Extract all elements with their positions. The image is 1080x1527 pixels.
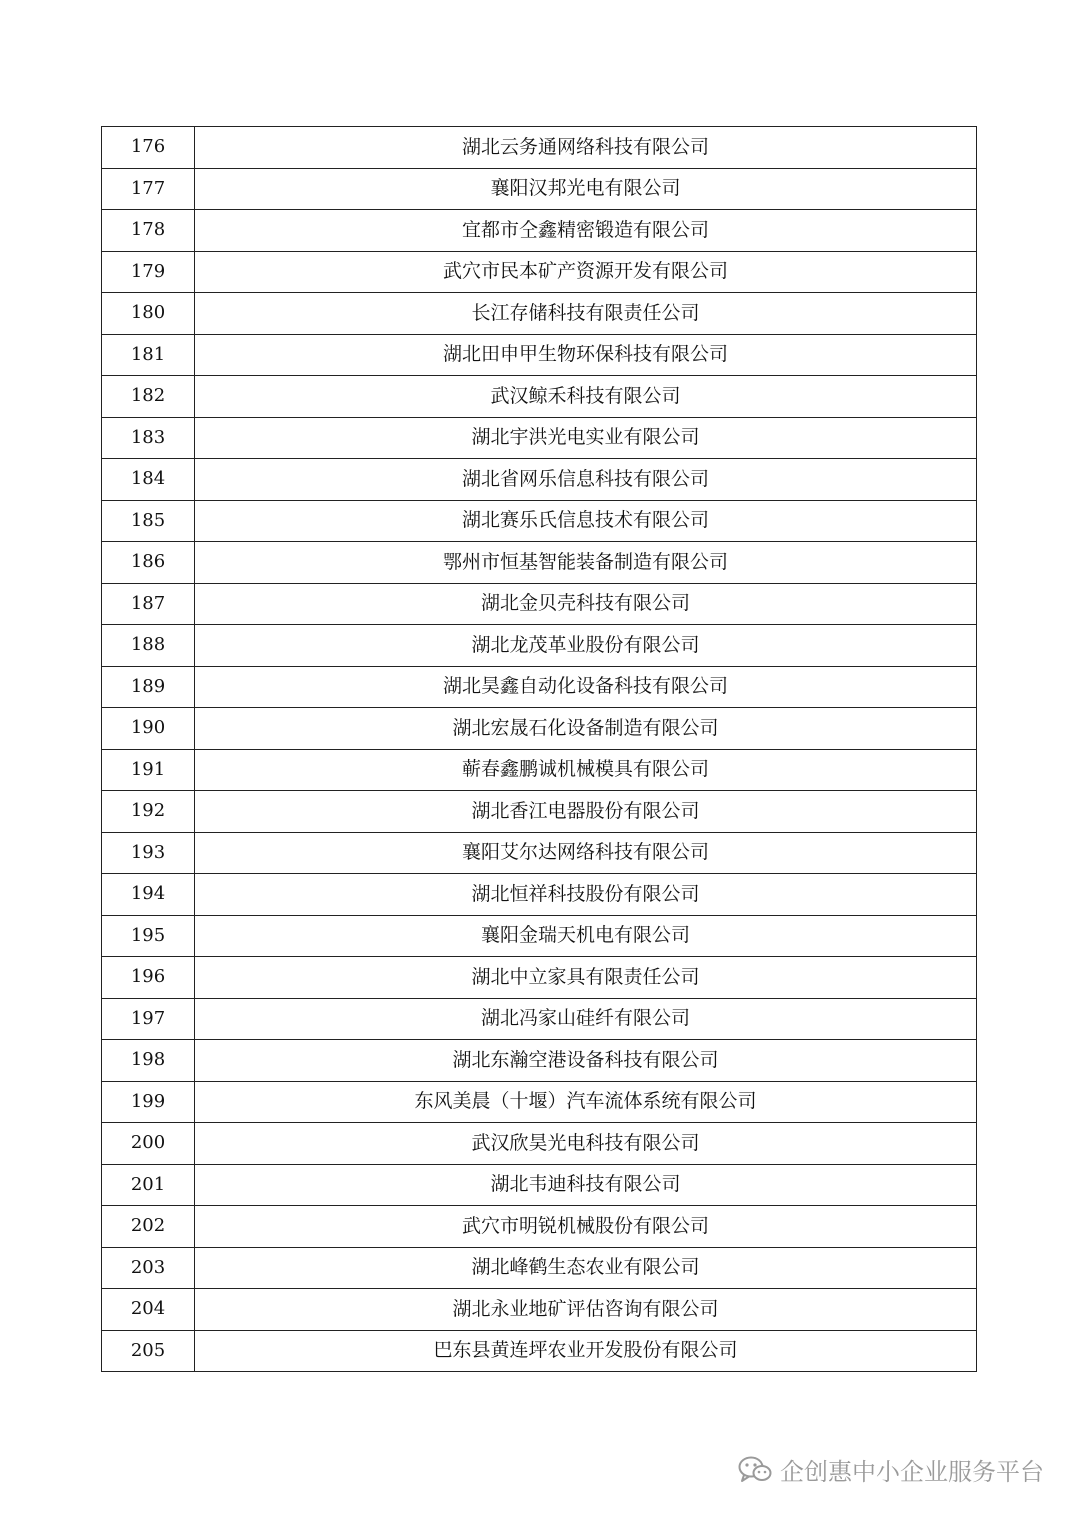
table-row <box>102 957 977 999</box>
row-number: 198 <box>102 1040 195 1082</box>
company-name: 湖北昊鑫自动化设备科技有限公司 <box>195 666 977 708</box>
company-name: 湖北峰鹤生态农业有限公司 <box>195 1247 977 1289</box>
company-name: 巴东县黄连坪农业开发股份有限公司 <box>195 1330 977 1372</box>
company-name: 湖北恒祥科技股份有限公司 <box>195 874 977 916</box>
company-name: 湖北赛乐氏信息技术有限公司 <box>195 500 977 542</box>
row-number: 197 <box>102 998 195 1040</box>
table-row <box>102 1247 977 1289</box>
company-name: 武穴市民本矿产资源开发有限公司 <box>195 251 977 293</box>
row-number: 190 <box>102 708 195 750</box>
table-row <box>102 874 977 916</box>
table-row <box>102 210 977 252</box>
table-body <box>102 127 977 1372</box>
table-row <box>102 998 977 1040</box>
row-number: 180 <box>102 293 195 335</box>
company-name: 襄阳汉邦光电有限公司 <box>195 168 977 210</box>
table-row <box>102 625 977 667</box>
row-number: 188 <box>102 625 195 667</box>
company-name: 东风美晨（十堰）汽车流体系统有限公司 <box>195 1081 977 1123</box>
company-name: 湖北东瀚空港设备科技有限公司 <box>195 1040 977 1082</box>
table-row <box>102 459 977 501</box>
table-row <box>102 127 977 169</box>
row-number: 183 <box>102 417 195 459</box>
company-name: 武汉鲸禾科技有限公司 <box>195 376 977 418</box>
row-number: 185 <box>102 500 195 542</box>
table-row <box>102 832 977 874</box>
company-name: 襄阳艾尔达网络科技有限公司 <box>195 832 977 874</box>
wechat-icon <box>738 1456 772 1484</box>
company-name: 武穴市明锐机械股份有限公司 <box>195 1206 977 1248</box>
company-name: 湖北宏晟石化设备制造有限公司 <box>195 708 977 750</box>
watermark-text: 企创惠中小企业服务平台 <box>780 1458 1044 1486</box>
table-row <box>102 500 977 542</box>
company-name: 湖北韦迪科技有限公司 <box>195 1164 977 1206</box>
table-row <box>102 915 977 957</box>
watermark <box>738 1452 1044 1487</box>
row-number: 187 <box>102 583 195 625</box>
company-name: 宜都市仝鑫精密锻造有限公司 <box>195 210 977 252</box>
company-name: 湖北金贝壳科技有限公司 <box>195 583 977 625</box>
row-number: 184 <box>102 459 195 501</box>
row-number: 182 <box>102 376 195 418</box>
company-name: 湖北宇洪光电实业有限公司 <box>195 417 977 459</box>
row-number: 178 <box>102 210 195 252</box>
row-number: 201 <box>102 1164 195 1206</box>
table-row <box>102 168 977 210</box>
table-row <box>102 1330 977 1372</box>
table-row <box>102 1040 977 1082</box>
table-row <box>102 1164 977 1206</box>
row-number: 200 <box>102 1123 195 1165</box>
row-number: 177 <box>102 168 195 210</box>
table-row <box>102 749 977 791</box>
table-row <box>102 708 977 750</box>
row-number: 191 <box>102 749 195 791</box>
company-name: 襄阳金瑞天机电有限公司 <box>195 915 977 957</box>
company-name: 湖北中立家具有限责任公司 <box>195 957 977 999</box>
company-name: 湖北龙茂革业股份有限公司 <box>195 625 977 667</box>
row-number: 189 <box>102 666 195 708</box>
table-row <box>102 1206 977 1248</box>
table-row <box>102 583 977 625</box>
company-name: 湖北冯家山硅纤有限公司 <box>195 998 977 1040</box>
row-number: 192 <box>102 791 195 833</box>
row-number: 205 <box>102 1330 195 1372</box>
row-number: 196 <box>102 957 195 999</box>
row-number: 176 <box>102 127 195 169</box>
company-name: 鄂州市恒基智能装备制造有限公司 <box>195 542 977 584</box>
table-row <box>102 1123 977 1165</box>
company-name: 湖北香江电器股份有限公司 <box>195 791 977 833</box>
table-row <box>102 666 977 708</box>
row-number: 194 <box>102 874 195 916</box>
table-row <box>102 376 977 418</box>
table-row <box>102 791 977 833</box>
company-name: 湖北田申甲生物环保科技有限公司 <box>195 334 977 376</box>
row-number: 186 <box>102 542 195 584</box>
company-name: 长江存储科技有限责任公司 <box>195 293 977 335</box>
company-name: 武汉欣昊光电科技有限公司 <box>195 1123 977 1165</box>
table-row <box>102 1081 977 1123</box>
table-row <box>102 251 977 293</box>
company-list-table <box>101 126 977 1372</box>
table-row <box>102 417 977 459</box>
table-row <box>102 1289 977 1331</box>
row-number: 195 <box>102 915 195 957</box>
table-row <box>102 334 977 376</box>
row-number: 199 <box>102 1081 195 1123</box>
company-name: 湖北省网乐信息科技有限公司 <box>195 459 977 501</box>
row-number: 179 <box>102 251 195 293</box>
row-number: 204 <box>102 1289 195 1331</box>
row-number: 193 <box>102 832 195 874</box>
row-number: 203 <box>102 1247 195 1289</box>
row-number: 181 <box>102 334 195 376</box>
table-row <box>102 542 977 584</box>
company-name: 湖北云务通网络科技有限公司 <box>195 127 977 169</box>
company-name: 蕲春鑫鹏诚机械模具有限公司 <box>195 749 977 791</box>
row-number: 202 <box>102 1206 195 1248</box>
company-name: 湖北永业地矿评估咨询有限公司 <box>195 1289 977 1331</box>
table-row <box>102 293 977 335</box>
